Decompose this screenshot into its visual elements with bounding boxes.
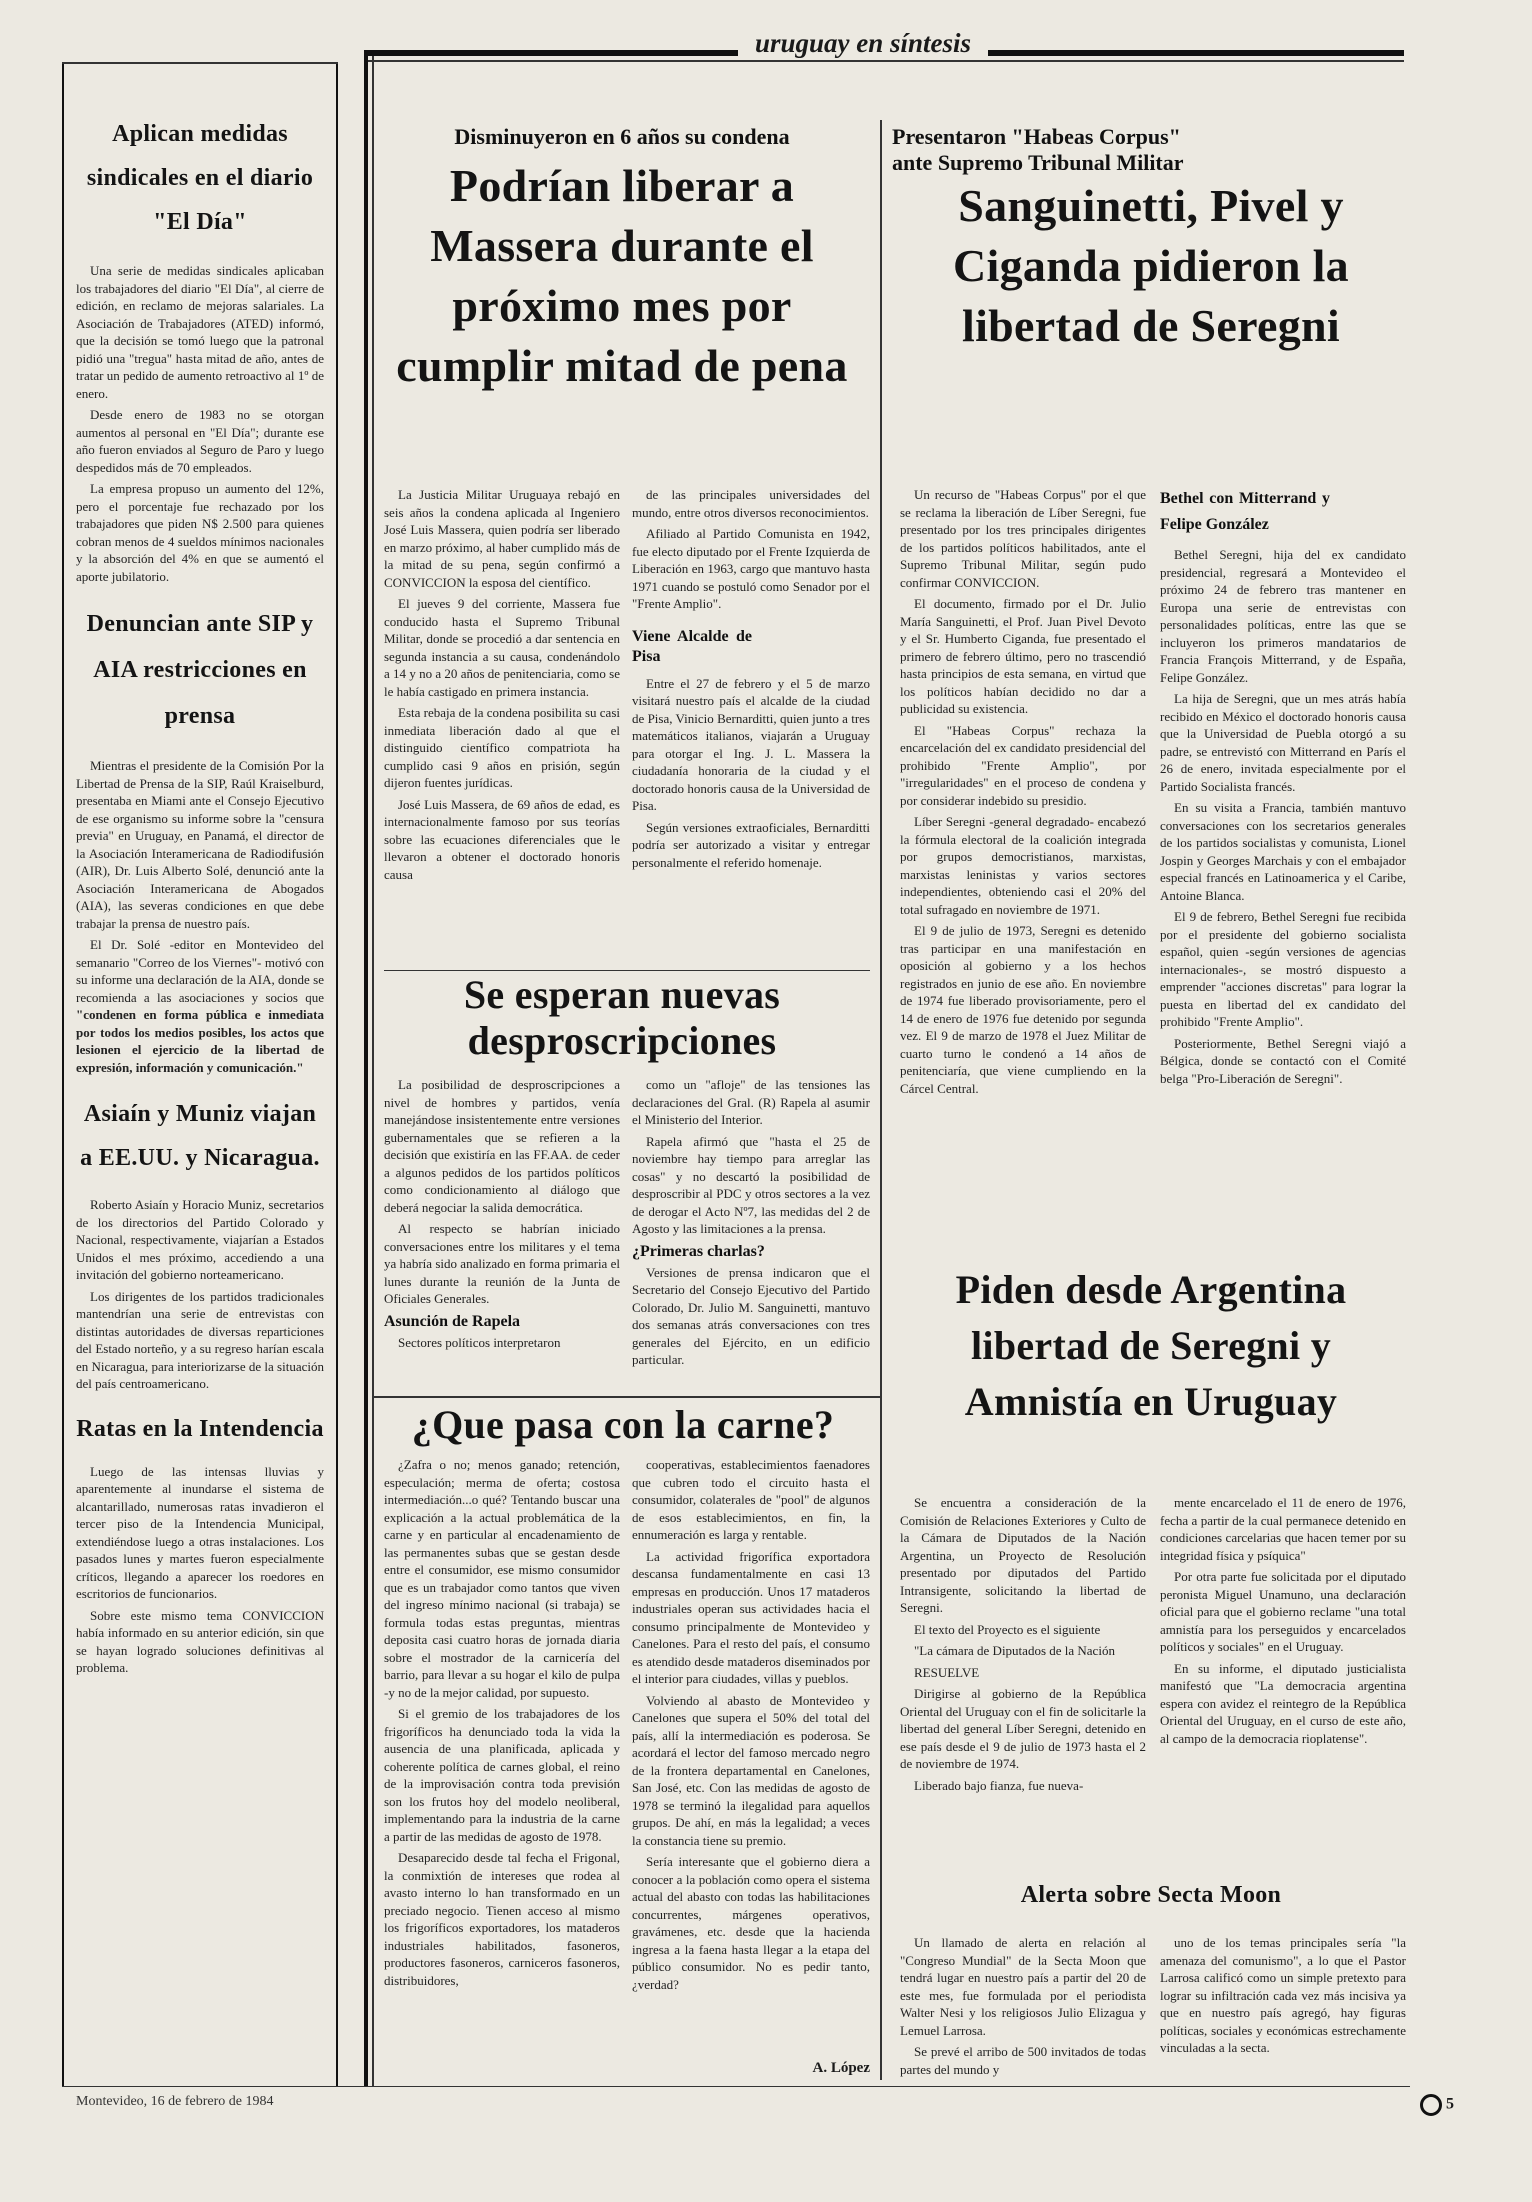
article-kicker: Presentaron "Habeas Corpus"	[892, 124, 1181, 149]
article-body-col1	[900, 1934, 1146, 2082]
paragraph: El jueves 9 del corriente, Massera fue conducido hasta el Supremo Tribunal Militar, donde se procedió a dar sentencia en segunda instancia a su causa, condenándolo a 14 y no a 20 años de penitenciaria, como se le había castigado en primera instancia.	[384, 596, 620, 699]
article-kicker: ante Supremo Tribunal Militar	[892, 150, 1184, 175]
paragraph: RESUELVE	[914, 1664, 980, 1680]
paragraph: El texto del Proyecto es el siguiente	[914, 1621, 1101, 1637]
paragraph: En su informe, el diputado justicialista manifestó que "La democracia argentina espera con avidez el reintegro de la República Oriental del Uruguay, en el curso de este año, al campo de la democracia rioplatense".	[1160, 1660, 1406, 1746]
article-headline: Ratas en la Intendencia	[76, 1415, 324, 1442]
subhead: Asunción de Rapela	[384, 1312, 521, 1330]
paragraph: La Justicia Militar Uruguaya rebajó en seis años la condena aplicada al Ingeniero José Luis Massera, quien podría ser liberado en marzo próximo, al haber cumplido más de la mitad de su pena, según confirmó a CONVICCION la esposa del científico.	[384, 487, 620, 590]
paragraph: Luego de las intensas lluvias y aparentemente al inundarse el sistema de alcantarillado, numerosas ratas invadieron el tercer piso de la Intendencia Municipal, extendiéndose luego a otras instalaciones. Los pasados lunes y martes fueron especialmente críticos, llegando a aparecer los roedores en escritorios de funcionarios.	[76, 1463, 324, 1601]
article-body-col2	[1160, 1934, 1406, 2061]
article-el-dia	[76, 112, 324, 585]
article-body	[76, 1196, 324, 1393]
paragraph: Desaparecido desde tal fecha el Frigonal, la conmixtión de intereses que rodea al avasto interno lo han transformado en un preciado negocio. Tienen acceso al mismo los frigoríficos exportadores, los mataderos industriales habilitados, fasoneros, productores fasoneros, carniceros fasoneros, distribuidores,	[384, 1850, 620, 1988]
paragraph: El documento, firmado por el Dr. Julio María Sanguinetti, el Prof. Juan Pivel Devoto y el Sr. Humberto Ciganda, fue presentado el primero de febrero último, pero no trascendió hasta principios de esta semana, en virtud que los políticos habían decidido no dar a publicidad su existencia.	[900, 596, 1146, 716]
paragraph: Mientras el presidente de la Comisión Por la Libertad de Prensa de la SIP, Raúl Kraiselburd, presentaba en Miami ante el Consejo Ejecutivo de ese organismo su informe sobre la "censura previa" en Uruguay, en Panamá, el director de la Asociación Interamericana de Radiodifusión (AIR), Dr. Luis Alberto Solé, denunció ante la Asociación Interamericana de Abogados (AIA), las severas condiciones en que debe trabajar la prensa de nuestro país.	[76, 758, 324, 931]
section-divider	[374, 1396, 880, 1398]
center-right-divider	[880, 120, 882, 2080]
paragraph: Una serie de medidas sindicales aplicaban los trabajadores del diario "El Día", al cierre de edición, en reclamo de mejoras salariales. La Asociación de Trabajadores (ATED) informó, que la decisión se tomó luego que la patronal pidió una "tregua" hasta mitad de año, antes de tratar un pedido de aumento retroactivo al 1º de enero.	[76, 263, 324, 401]
paragraph: Esta rebaja de la condena posibilita su casi inmediata liberación dado al que el distinguido científico compatriota ha cumplido casi 9 años en prisión, según dijeron fuentes jurídicas.	[384, 705, 621, 790]
paragraph: Sectores políticos interpretaron	[398, 1334, 561, 1350]
paragraph: ¿Zafra o no; menos ganado; retención, especulación; merma de oferta; costosa intermediación...o qué? Tentando buscar una explicación a la actual problemática de la carne y en particular al encadenamiento de las permanentes subas que se gestan desde entre el consumidor, ese mismo consumidor que es un trabajador como tantos que viven del ingreso mínimo nacional (si trabaja) se formula todas estas preguntas, mientras deposita casi cuatro horas de jornada diaria sobre el mostrador de la carnicería del barrio, para llevar a su hogar el kilo de pulpa -y no de la mejor calidad, por supuesto.	[384, 1457, 620, 1700]
paragraph: Afiliado al Partido Comunista en 1942, fue electo diputado por el Frente Izquierda de Liberación en 1963, cargo que mantuvo hasta 1971 cuando se postuló como Senador por el "Frente Amplio".	[632, 526, 870, 611]
article-headline: Podrían liberar a Massera durante el próximo mes por cumplir mitad de pena	[396, 160, 848, 391]
article-body-col1	[384, 1076, 620, 1355]
article-sip-aia	[76, 601, 324, 1076]
article-body	[76, 262, 324, 585]
paragraph: Se encuentra a consideración de la Comisión de Relaciones Exteriores y Culto de la Cámara de Diputados de la Nación Argentina, un Proyecto de Resolución presentado por diputados del Partido Intransigente, solicitando la libertad de Seregni.	[900, 1495, 1146, 1615]
paragraph: Roberto Asiaín y Horacio Muniz, secretarios de los directorios del Partido Colorado y Nacional, respectivamente, viajarían a Estados Unidos el mes próximo, accediendo a una invitación del gobierno norteamericano.	[76, 1197, 324, 1282]
paragraph: mente encarcelado el 11 de enero de 1976, fecha a partir de la cual permanece detenido en condiciones carcelarias que hacen temer por su integridad física y psíquica"	[1160, 1495, 1406, 1563]
article-body-col1	[900, 1494, 1146, 1798]
page-number	[1420, 2094, 1480, 2116]
paragraph: como un "afloje" de las tensiones las declaraciones del Gral. (R) Rapela al asumir el Ministerio del Interior.	[632, 1077, 870, 1127]
paragraph: Volviendo al abasto de Montevideo y Canelones que supera el 50% del total del país, allí la intermediación es poderosa. Se acordará el lector del famoso mercado negro de la frontera departamental en Canelones, San José, etc. Con las medidas de agosto de 1978 se terminó la ilegalidad para aquellos grupos. De ahí, en más la legalidad; a veces la constancia tiene su premio.	[632, 1692, 870, 1848]
masthead-title: uruguay en síntesis	[738, 26, 988, 60]
subhead: Bethel con Mitterrand y Felipe González	[1160, 490, 1330, 533]
article-seregni	[892, 124, 1410, 356]
paragraph: El 9 de febrero, Bethel Seregni fue recibida por el presidente del gobierno socialista español, quien -según versiones de agencias internacionales-, se mostró dispuesto a emprender "acciones discretas" para lograr la puesta en libertad del ex candidato del prohibido "Frente Amplio".	[1160, 909, 1406, 1029]
paragraph: Sería interesante que el gobierno diera a conocer a la población como opera el sistema actual del abasto con todas las habilitaciones concurrentes, márgenes operativos, gravámenes, etc. desde que la hacienda ingresa a la faena hasta llegar a la etapa del público consumidor. No es pedir tanto, ¿verdad?	[632, 1854, 870, 1992]
article-ratas	[76, 1409, 324, 1677]
section-divider	[384, 970, 870, 971]
article-headline: Alerta sobre Secta Moon	[1020, 1882, 1282, 1908]
paragraph: Un llamado de alerta en relación al "Congreso Mundial" de la Secta Moon que tendrá lugar en nuestro país a partir del 20 de este mes, fue formulada por el periodista Walter Nesi y los religiosos Julio Elizagua y Lemuel Larrosa.	[900, 1935, 1146, 2038]
article-body-col2	[632, 1456, 870, 1997]
paragraph: Los dirigentes de los partidos tradicionales mantendrían una serie de entrevistas con distintas autoridades de diversas reparticiones del Estado norteño, y a su regreso harían escala en Nicaragua, para interiorizarse de la situación del país centroamericano.	[76, 1288, 324, 1391]
center-left-border	[364, 56, 368, 2086]
subhead: ¿Primeras charlas?	[632, 1242, 765, 1260]
masthead-rule-thin	[364, 60, 1404, 62]
page-number-text: 5	[1446, 2095, 1454, 2113]
article-body-col1	[384, 486, 620, 887]
left-column-border-right	[336, 62, 338, 2086]
byline: A. López	[812, 2060, 870, 2076]
paragraph: Líber Seregni -general degradado- encabezó la fórmula electoral de la coalición integrada por grupos democristianos, marxistas, marxistas leninistas y varios sectores independientes, obteniendo casi el 20% del total sufragado en noviembre de 1971.	[900, 814, 1146, 917]
article-body-col1	[900, 486, 1146, 1101]
paragraph: La posibilidad de desproscripciones a nivel de hombres y partidos, venía manejándose insistentemente entre versiones gubernamentales que se refieren a la decisión que existiría en las FF.AA. de ceder a algunos pedidos de los partidos políticos como condicionamiento al diálogo que deberá negociar la salida democrática.	[384, 1077, 620, 1215]
paragraph: En su visita a Francia, también mantuvo conversaciones con los secretarios generales de los partidos socialistas y comunista, Lionel Jospin y Georges Marchais y con el embajador especial francés en Latinoamerica y el Caribe, Antoine Blanca.	[1160, 800, 1406, 903]
paragraph: Entre el 27 de febrero y el 5 de marzo visitará nuestro país el alcalde de la ciudad de Pisa, Vinicio Bernarditti, quien junto a tres matemáticos italianos, viajarán a Uruguay para otorgar el Ing. J. L. Massera la ciudadanía honoraria de la ciudad y el doctorado honoris causa de la Universidad de Pisa.	[632, 675, 870, 813]
paragraph: José Luis Massera, de 69 años de edad, es internacionalmente famoso por sus teorías sobre las ecuaciones diferenciales que le llevaron a obtener el doctorado honoris causa	[384, 796, 620, 882]
paragraph: Posteriormente, Bethel Seregni viajó a Bélgica, donde se contactó con el Comité belga "Pro-Liberación de Seregni".	[1160, 1035, 1406, 1086]
article-asiain-muniz	[76, 1092, 324, 1393]
paragraph: "La cámara de Diputados de la Nación	[914, 1643, 1115, 1658]
article-headline: Asiaín y Muniz viajan a EE.UU. y Nicaragua.	[80, 1101, 320, 1171]
paragraph: Bethel Seregni, hija del ex candidato presidencial, regresará a Montevideo el próximo 24 de febrero tras mantener en Europa una serie de entrevistas con personalidades políticas, entre las que se incluyeron los primeros mandatarios de Francia François Mitterrand, y de España, Felipe González.	[1160, 547, 1406, 685]
paragraph: Liberado bajo fianza, fue nueva-	[914, 1777, 1084, 1793]
paragraph: cooperativas, establecimientos faenadores que cubren todo el circuito hasta el consumidor, colaterales de "pool" de algunos de esos establecimientos, en fin, la ennumeración es larga y rentable.	[632, 1457, 870, 1542]
article-massera	[374, 124, 870, 396]
subhead: Viene Alcalde de Pisa	[632, 627, 752, 665]
article-headline: Piden desde Argentina libertad de Seregni y Amnistía en Uruguay	[955, 1267, 1347, 1424]
footer-date: Montevideo, 16 de febrero de 1984	[76, 2094, 274, 2109]
paragraph: El "Habeas Corpus" rechaza la encarcelación del ex candidato presidencial del prohibido "Frente Amplio", por "irregularidades" en el proceso de condena y por considerar indebido su presidio.	[900, 722, 1146, 808]
paragraph: Por otra parte fue solicitada por el diputado peronista Miguel Unamuno, una declaración oficial para que el gobierno reclame "una total amnistía para los perseguidos y encarcelados políticos y sociales" en el Uruguay.	[1160, 1569, 1406, 1654]
paragraph: Al respecto se habrían iniciado conversaciones entre los militares y el tema ya habría sido analizado en forma primaria el lunes durante la reunión de la Junta de Oficiales Generales.	[384, 1221, 620, 1306]
paragraph: Desde enero de 1983 no se otorgan aumentos al personal en "El Día"; durante ese año fueron enviados al Seguro de Paro y luego despedidos más de 70 empleados.	[76, 407, 324, 475]
paragraph: uno de los temas principales sería "la amenaza del comunismo", a lo que el Pastor Larrosa calificó como un simple pretexto para lograr su infiltración cada vez más incisiva ya que en nuestro país agregó, hay figuras políticas, sociales y económicas estrechamente vinculadas a la secta.	[1160, 1935, 1406, 2055]
article-headline: Aplican medidas sindicales en el diario "El Día"	[86, 121, 314, 235]
left-column-top-border	[62, 62, 338, 64]
paragraph: La hija de Seregni, que un mes atrás había recibido en México el doctorado honoris causa que la Universidad de Puebla otorgó a su padre, se entrevistó con Mitterrand en París el 26 de enero, invitada especialmente por el Partido Socialista francés.	[1160, 691, 1406, 794]
article-headline: Denuncian ante SIP y AIA restricciones en prensa	[86, 611, 314, 729]
article-body	[76, 757, 324, 1076]
paragraph: Dirigirse al gobierno de la República Oriental del Uruguay con el fin de solicitarle la libertad del general Líber Seregni, detenido en ese país desde el 9 de julio de 1973 hasta el 2 de noviembre de 1974.	[900, 1686, 1146, 1771]
left-column-border	[62, 62, 64, 2086]
article-body	[76, 1463, 324, 1677]
article-body-col2	[1160, 1494, 1406, 1751]
paragraph: Sobre este mismo tema CONVICCION había informado en su anterior edición, sin que se hayan logrado soluciones definitivas al problema.	[76, 1607, 324, 1675]
paragraph: El 9 de julio de 1973, Seregni es detenido tras participar en una manifestación en oposición al gobierno y a los hechos registrados en junio de ese año. En noviembre de 1974 fue liberado provisoriamente, pero el 14 de enero de 1976 fue detenido por segunda vez. El 9 de marzo de 1978 el Juez Militar de cuarto turno le condenó a 14 años de penitenciaría, que viene cumpliendo en la Cárcel Central.	[900, 923, 1146, 1096]
paragraph: Rapela afirmó que "hasta el 25 de noviembre hay tiempo para arreglar las cosas" y no descartó la posibilidad de desproscribir al PDC y otros sectores a la vez de derogar el Acto Nº7, las medidas del 2 de Agosto y las limitaciones a la prensa.	[632, 1133, 870, 1236]
paragraph: La empresa propuso un aumento del 12%, pero el porcentaje fue rechazado por los trabajadores que piden N$ 2.500 para quienes cobran menos de 4 sueldos mínimos nacionales y la absorción del 4% en que se aumentó el aporte jubilatorio.	[76, 481, 324, 584]
article-headline: ¿Que pasa con la carne?	[411, 1402, 835, 1447]
article-headline: Sanguinetti, Pivel y Ciganda pidieron la libertad de Seregni	[953, 180, 1349, 351]
paragraph: Versiones de prensa indicaron que el Secretario del Consejo Ejecutivo del Partido Colorado, Dr. Julio M. Sanguinetti, mantuvo dos semanas atrás conversaciones con tres generales del Ejército, en un edificio particular.	[632, 1264, 870, 1367]
article-body-col1	[384, 1456, 620, 1993]
paragraph: Se prevé el arribo de 500 invitados de todas partes del mundo y	[900, 2044, 1146, 2077]
article-kicker: Disminuyeron en 6 años su condena	[454, 124, 790, 149]
article-body-col2	[1160, 486, 1406, 1091]
article-headline: Se esperan nuevas desproscripciones	[463, 972, 781, 1063]
paragraph: Según versiones extraoficiales, Bernarditti podría ser autorizado a visitar y entregar personalmente el referido homenaje.	[632, 819, 870, 870]
footer-rule	[62, 2086, 1410, 2087]
paragraph: de las principales universidades del mundo, entre otros diversos reconocimientos.	[632, 487, 870, 520]
paragraph: La actividad frigorífica exportadora descansa fundamentalmente en casi 13 empresas en producción. Unos 17 mataderos industriales operan sus actividades hacia el consumo principalmente de Montevideo y Canelones. Para el resto del país, el consumo es atendido desde mataderos diseminados por el interior para ciudades, villas y pueblos.	[632, 1548, 870, 1686]
article-body-col2	[632, 486, 870, 875]
left-column	[76, 112, 324, 1681]
article-body-col2	[632, 1076, 870, 1373]
paragraph: Si el gremio de los trabajadores de los frigoríficos ha denunciado toda la vida la ausencia de una planificada, aplicada y coherente política de carnes global, el reino de la improvisación contra toda previsión son los frutos hoy del modelo neoliberal, implementando para la industria de la carne a partir de las medidas de agosto de 1978.	[384, 1706, 620, 1844]
paragraph: El Dr. Solé -editor en Montevideo del semanario "Correo de los Viernes"- motivó con su informe una declaración de la AIA, donde se recomienda a las asociaciones y socios que "condenen en forma pública e inmediata por todos los medios posibles, los actos que lesionen el ejercicio de la libertad de expresión, información y comunicación."	[76, 937, 324, 1075]
publication-logo-icon	[1420, 2094, 1442, 2116]
paragraph: Un recurso de "Habeas Corpus" por el que se reclama la liberación de Líber Seregni, fue presentado por los tres principales dirigentes de los partidos políticos habilitados, ante el Supremo Tribunal Militar, según pudo confirmar CONVICCION.	[900, 487, 1146, 590]
